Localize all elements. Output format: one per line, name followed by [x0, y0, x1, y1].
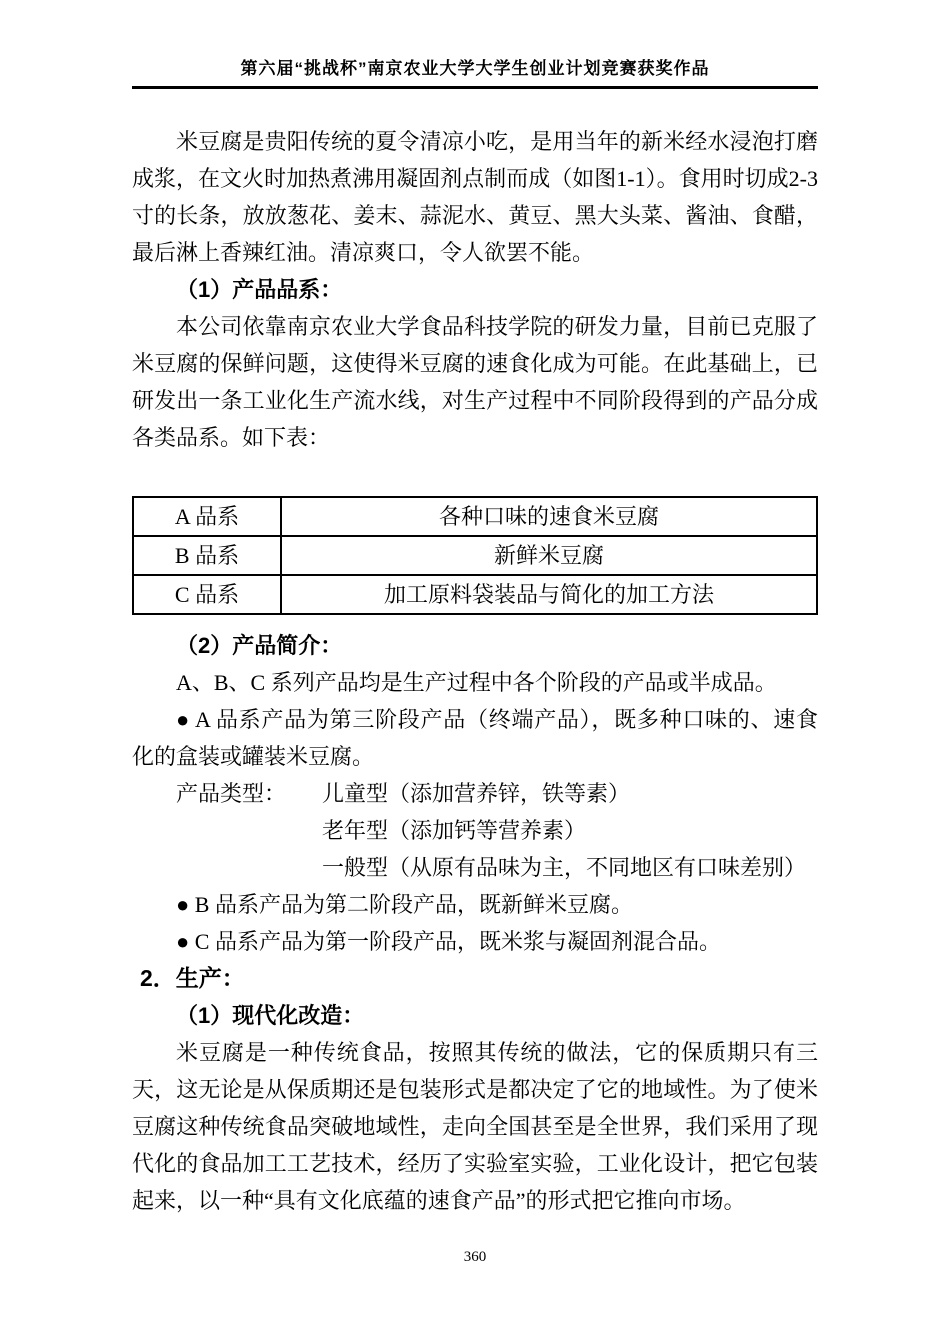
paragraph-product-series: 本公司依靠南京农业大学食品科技学院的研发力量，目前已克服了米豆腐的保鲜问题，这使得米豆腐的速食化成为可能。在此基础上，已研发出一条工业化生产流水线，对生产过程中不同阶段得到的产品分成各类品系。如下表： [132, 314, 818, 450]
table-cell-description: 各种口味的速食米豆腐 [281, 497, 817, 536]
product-type-line [132, 775, 818, 812]
table-cell-series: B 品系 [133, 536, 281, 575]
product-type-label: 产品类型： [176, 781, 287, 806]
intro-paragraph: 米豆腐是贵阳传统的夏令清凉小吃，是用当年的新米经水浸泡打磨成浆，在文火时加热煮沸用凝固剂点制而成（如图1-1）。食用时切成2-3寸的长条，放放葱花、姜末、蒜泥水、黄豆、黑大头菜、酱油、食醋，最后淋上香辣红油。清凉爽口，令人欲罢不能。 [132, 129, 818, 265]
page-number: 360 [463, 1249, 487, 1265]
heading-production: 2．生产： [140, 965, 245, 991]
table-cell-series: A 品系 [133, 497, 281, 536]
product-series-table [132, 496, 818, 615]
document-body [132, 123, 818, 1219]
table-row [133, 497, 817, 536]
bullet-item-series-c: ● C 品系产品为第一阶段产品，既米浆与凝固剂混合品。 [176, 929, 721, 954]
product-type-general: 一般型（从原有品味为主，不同地区有口味差别） [322, 855, 807, 880]
table-row [133, 575, 817, 614]
paragraph-modernization: 米豆腐是一种传统食品，按照其传统的做法，它的保质期只有三天，这无论是从保质期还是包装形式是都决定了它的地域性。为了使米豆腐这种传统食品突破地域性，走向全国甚至是全世界，我们采用了现代化的食品加工工艺技术，经历了实验室实验，工业化设计，把它包装起来，以一种“具有文化底蕴的速食产品”的形式把它推向市场。 [132, 1040, 818, 1213]
bullet-item-series-a: ● A 品系产品为第三阶段产品（终端产品），既多种口味的、速食化的盒装或罐装米豆腐。 [132, 707, 818, 769]
heading-product-intro: （2）产品简介： [176, 633, 343, 658]
document-header-title: 第六届“挑战杯”南京农业大学大学生创业计划竞赛获奖作品 [132, 54, 818, 89]
bullet-item-series-b: ● B 品系产品为第二阶段产品，既新鲜米豆腐。 [176, 892, 633, 917]
heading-product-series: （1）产品品系： [176, 277, 343, 302]
table-cell-description: 新鲜米豆腐 [281, 536, 817, 575]
product-type-children: 儿童型（添加营养锌，铁等素） [322, 781, 631, 806]
table-cell-series: C 品系 [133, 575, 281, 614]
heading-modernization: （1）现代化改造： [176, 1003, 365, 1028]
product-type-elderly: 老年型（添加钙等营养素） [322, 818, 587, 843]
paragraph-series-overview: A、B、C 系列产品均是生产过程中各个阶段的产品或半成品。 [176, 670, 777, 695]
table-cell-description: 加工原料袋装品与简化的加工方法 [281, 575, 817, 614]
table-row [133, 536, 817, 575]
